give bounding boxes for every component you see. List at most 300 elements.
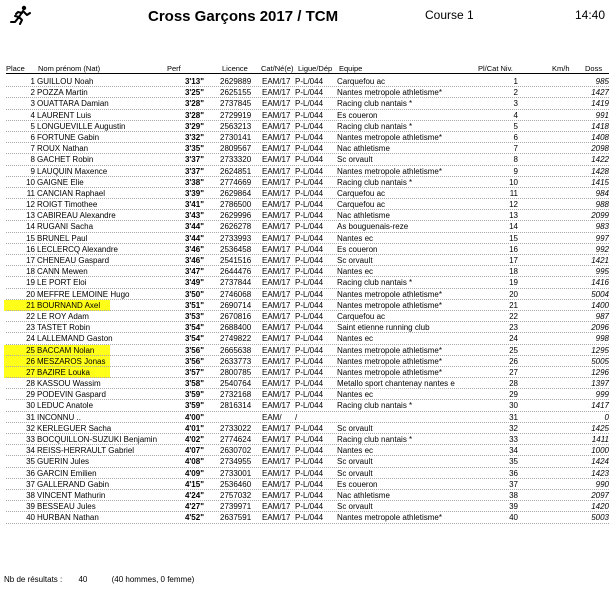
club-cell: Nantes metropole athletisme* [337, 88, 442, 98]
club-cell: Nac athletisme [337, 144, 390, 154]
category-cell: EAM/17 [262, 132, 291, 142]
perf-cell: 3'49" [184, 278, 204, 288]
results-breakdown: (40 hommes, 0 femme) [111, 575, 195, 584]
ligue-cell: P-L/044 [295, 132, 324, 142]
name-cell: TASTET Robin [37, 323, 91, 333]
place-cell: 1 [30, 77, 35, 86]
licence-cell: 2757032 [220, 490, 252, 500]
perf-cell: 3'44" [184, 222, 204, 232]
name-cell: INCONNU .. [37, 412, 81, 422]
club-cell: Racing club nantais * [337, 99, 413, 109]
place-cell: 15 [26, 233, 35, 243]
dossard-cell: 5004 [591, 289, 609, 299]
perf-cell: 3'37" [184, 166, 204, 176]
licence-cell: 2729919 [220, 110, 252, 120]
name-cell: BESSEAU Jules [37, 502, 96, 512]
name-cell: LAUQUIN Maxence [37, 166, 108, 176]
pl-cat-cell: 17 [509, 256, 518, 265]
category-cell: EAM/17 [262, 155, 291, 165]
category-cell: EAM/17 [262, 166, 291, 176]
perf-cell: 3'46" [184, 244, 204, 254]
name-cell: RUGANI Sacha [37, 222, 94, 232]
pl-cat-cell: 10 [509, 177, 518, 187]
club-cell: Nantes metropole athletisme* [337, 367, 442, 377]
perf-cell: 4'08" [184, 457, 204, 467]
perf-cell: 4'07" [184, 446, 204, 456]
ligue-cell: P-L/044 [295, 200, 324, 210]
name-cell: CHENEAU Gaspard [37, 256, 110, 265]
ligue-cell: P-L/044 [295, 211, 324, 221]
ligue-cell: P-L/044 [295, 233, 324, 243]
dossard-cell: 1000 [591, 446, 609, 456]
table-row [6, 468, 609, 479]
table-row [6, 221, 609, 232]
place-cell: 11 [26, 188, 35, 198]
perf-cell: 3'44" [184, 233, 204, 243]
course-label: Course 1 [425, 8, 474, 22]
category-cell: EAM/17 [262, 88, 291, 98]
table-row [6, 423, 609, 434]
perf-cell: 3'39" [184, 188, 204, 198]
perf-cell: 3'28" [184, 99, 204, 109]
place-cell: 40 [26, 513, 35, 523]
header-divider [6, 73, 609, 74]
ligue-cell: P-L/044 [295, 278, 324, 288]
licence-cell: 2809567 [220, 144, 252, 154]
club-cell: Saint etienne running club [337, 323, 430, 333]
table-row [6, 434, 609, 445]
licence-cell: 2536460 [220, 479, 252, 489]
licence-cell: 2626278 [220, 222, 252, 232]
perf-cell: 3'43" [184, 211, 204, 221]
place-cell: 12 [26, 200, 35, 210]
perf-cell: 4'52" [184, 513, 204, 523]
table-row [6, 345, 609, 356]
name-cell: CANN Mewen [37, 267, 88, 277]
results-footer [4, 575, 194, 584]
club-cell: Sc orvault [337, 155, 373, 165]
pl-cat-cell: 30 [509, 401, 518, 411]
pl-cat-cell: 36 [509, 468, 518, 478]
dossard-cell: 1397 [591, 379, 609, 389]
dossard-cell: 2096 [591, 323, 609, 333]
pl-cat-cell: 29 [509, 390, 518, 400]
dossard-cell: 1423 [591, 468, 609, 478]
perf-cell: 3'35" [184, 144, 204, 154]
pl-cat-cell: 33 [509, 435, 518, 444]
dossard-cell: 990 [595, 479, 609, 489]
table-row [6, 333, 609, 344]
pl-cat-cell: 3 [513, 99, 518, 109]
name-cell: BAZIRE Louka [37, 367, 90, 377]
name-cell: LE PORT Eloi [37, 278, 87, 288]
category-cell: EAM/17 [262, 367, 291, 377]
dossard-cell: 992 [595, 244, 609, 254]
table-row [6, 233, 609, 244]
table-row [6, 456, 609, 467]
table-row [6, 412, 609, 423]
category-cell: EAM/17 [262, 233, 291, 243]
table-row [6, 244, 609, 255]
perf-cell: 3'54" [184, 323, 204, 333]
dossard-cell: 1425 [591, 423, 609, 433]
name-cell: ROIGT Timothee [37, 200, 98, 210]
licence-cell: 2739971 [220, 502, 252, 512]
place-cell: 38 [26, 490, 35, 500]
perf-cell: 3'54" [184, 334, 204, 344]
results-count: 40 [78, 575, 88, 584]
dossard-cell: 2097 [591, 490, 609, 500]
pl-cat-cell: 7 [513, 144, 518, 154]
table-row [6, 98, 609, 109]
ligue-cell: P-L/044 [295, 300, 324, 310]
licence-cell: 2786500 [220, 200, 252, 210]
club-cell: Sc orvault [337, 468, 373, 478]
dossard-cell: 1420 [591, 502, 609, 512]
licence-cell: 2633773 [220, 356, 252, 366]
category-cell: EAM/17 [262, 401, 291, 411]
perf-cell: 3'59" [184, 401, 204, 411]
licence-cell: 2624851 [220, 166, 252, 176]
table-row [6, 199, 609, 210]
place-cell: 31 [26, 412, 35, 422]
dossard-cell: 1400 [591, 300, 609, 310]
pl-cat-cell: 35 [509, 457, 518, 467]
club-cell: Carquefou ac [337, 188, 386, 198]
name-cell: GUILLOU Noah [37, 77, 94, 86]
name-cell: MESZAROS Jonas [37, 356, 106, 366]
licence-cell: 2737845 [220, 99, 252, 109]
pl-cat-cell: 2 [513, 88, 518, 98]
licence-cell: 2733001 [220, 468, 252, 478]
ligue-cell: P-L/044 [295, 435, 324, 444]
category-cell: EAM/17 [262, 121, 291, 131]
licence-cell: 2774624 [220, 435, 252, 444]
category-cell: EAM/17 [262, 356, 291, 366]
club-cell: Es coueron [337, 479, 378, 489]
place-cell: 20 [26, 289, 35, 299]
perf-cell: 3'59" [184, 390, 204, 400]
place-cell: 25 [26, 345, 35, 355]
dossard-cell: 983 [595, 222, 609, 232]
ligue-cell: P-L/044 [295, 379, 324, 389]
pl-cat-cell: 19 [509, 278, 518, 288]
club-cell: Sc orvault [337, 457, 373, 467]
place-cell: 17 [26, 256, 35, 265]
ligue-cell: P-L/044 [295, 479, 324, 489]
table-row [6, 378, 609, 389]
name-cell: LAURENT Luis [37, 110, 92, 120]
table-row [6, 367, 609, 378]
table-row [6, 87, 609, 98]
place-cell: 3 [30, 99, 35, 109]
club-cell: Nantes ec [337, 390, 374, 400]
perf-cell: 4'00" [184, 412, 204, 422]
place-cell: 30 [26, 401, 35, 411]
col-header-cat: Cat/Né(e) [261, 64, 294, 73]
table-row [6, 300, 609, 311]
licence-cell: 2630702 [220, 446, 252, 456]
pl-cat-cell: 38 [509, 490, 518, 500]
pl-cat-cell: 9 [513, 166, 518, 176]
ligue-cell: P-L/044 [295, 502, 324, 512]
col-header-name: Nom prénom (Nat) [38, 64, 101, 73]
club-cell: Es coueron [337, 110, 378, 120]
dossard-cell: 985 [595, 77, 609, 86]
club-cell: As bouguenais-reze [337, 222, 409, 232]
licence-cell: 2774669 [220, 177, 252, 187]
licence-cell: 2816314 [220, 401, 252, 411]
ligue-cell: P-L/044 [295, 155, 324, 165]
pl-cat-cell: 20 [509, 289, 518, 299]
category-cell: EAM/17 [262, 289, 291, 299]
place-cell: 33 [26, 435, 35, 444]
ligue-cell: P-L/044 [295, 177, 324, 187]
pl-cat-cell: 37 [509, 479, 518, 489]
table-row [6, 121, 609, 132]
ligue-cell: P-L/044 [295, 345, 324, 355]
place-cell: 27 [26, 367, 35, 377]
licence-cell: 2730141 [220, 132, 252, 142]
pl-cat-cell: 18 [509, 267, 518, 277]
club-cell: Nantes metropole athletisme* [337, 289, 442, 299]
licence-cell: 2536458 [220, 244, 252, 254]
licence-cell: 2540764 [220, 379, 252, 389]
table-row [6, 277, 609, 288]
category-cell: EAM/17 [262, 300, 291, 310]
place-cell: 37 [26, 479, 35, 489]
perf-cell: 3'58" [184, 379, 204, 389]
pl-cat-cell: 11 [509, 188, 518, 198]
perf-cell: 4'27" [184, 502, 204, 512]
category-cell: EAM/17 [262, 144, 291, 154]
col-header-club: Equipe [339, 64, 363, 73]
pl-cat-cell: 15 [509, 233, 518, 243]
col-header-pl-cat: Pl/Cat Niv. [478, 64, 513, 73]
perf-cell: 3'56" [184, 345, 204, 355]
licence-cell: 2737844 [220, 278, 252, 288]
ligue-cell: / [295, 412, 298, 422]
dossard-cell: 991 [595, 110, 609, 120]
place-cell: 14 [26, 222, 35, 232]
licence-cell: 2541516 [220, 256, 252, 265]
perf-cell: 4'02" [184, 435, 204, 444]
name-cell: KASSOU Wassim [37, 379, 101, 389]
club-cell: Nantes ec [337, 446, 374, 456]
club-cell: Nantes metropole athletisme* [337, 132, 442, 142]
pl-cat-cell: 16 [509, 244, 518, 254]
dossard-cell: 1421 [591, 256, 609, 265]
pl-cat-cell: 39 [509, 502, 518, 512]
place-cell: 32 [26, 423, 35, 433]
category-cell: EAM/17 [262, 390, 291, 400]
category-cell: EAM/17 [262, 502, 291, 512]
club-cell: Racing club nantais * [337, 177, 413, 187]
category-cell: EAM/17 [262, 513, 291, 523]
perf-cell: 3'28" [184, 110, 204, 120]
licence-cell: 2733320 [220, 155, 252, 165]
category-cell: EAM/17 [262, 278, 291, 288]
dossard-cell: 997 [595, 233, 609, 243]
perf-cell: 4'01" [184, 423, 204, 433]
pl-cat-cell: 22 [509, 311, 518, 321]
place-cell: 39 [26, 502, 35, 512]
perf-cell: 3'53" [184, 311, 204, 321]
category-cell: EAM/17 [262, 99, 291, 109]
table-row [6, 479, 609, 490]
table-row [6, 76, 609, 87]
licence-cell: 2800785 [220, 367, 252, 377]
pl-cat-cell: 24 [509, 334, 518, 344]
place-cell: 18 [26, 267, 35, 277]
category-cell: EAM/17 [262, 379, 291, 389]
pl-cat-cell: 31 [509, 412, 518, 422]
pl-cat-cell: 26 [509, 356, 518, 366]
ligue-cell: P-L/044 [295, 446, 324, 456]
place-cell: 26 [26, 356, 35, 366]
ligue-cell: P-L/044 [295, 88, 324, 98]
club-cell: Metallo sport chantenay nantes e [337, 379, 455, 389]
runner-icon [9, 5, 33, 25]
category-cell: EAM/17 [262, 423, 291, 433]
ligue-cell: P-L/044 [295, 323, 324, 333]
ligue-cell: P-L/044 [295, 99, 324, 109]
category-cell: EAM/17 [262, 479, 291, 489]
results-count-label: Nb de résultats : [4, 575, 63, 584]
name-cell: VINCENT Mathurin [37, 490, 106, 500]
table-row [6, 188, 609, 199]
licence-cell: 2734955 [220, 457, 252, 467]
place-cell: 9 [30, 166, 35, 176]
ligue-cell: P-L/044 [295, 188, 324, 198]
place-cell: 8 [30, 155, 35, 165]
dossard-cell: 1408 [591, 132, 609, 142]
dossard-cell: 1424 [591, 457, 609, 467]
dossard-cell: 1416 [591, 278, 609, 288]
dossard-cell: 1411 [591, 435, 609, 444]
perf-cell: 3'37" [184, 155, 204, 165]
club-cell: Nac athletisme [337, 211, 390, 221]
place-cell: 22 [26, 311, 35, 321]
place-cell: 6 [30, 132, 35, 142]
col-header-licence: Licence [222, 64, 248, 73]
ligue-cell: P-L/044 [295, 110, 324, 120]
licence-cell: 2563213 [220, 121, 252, 131]
time-label: 14:40 [575, 8, 606, 22]
name-cell: GAIGNE Elie [37, 177, 84, 187]
ligue-cell: P-L/044 [295, 256, 324, 265]
place-cell: 7 [30, 144, 35, 154]
col-header-doss: Doss [585, 64, 603, 73]
dossard-cell: 1419 [591, 99, 609, 109]
perf-cell: 3'51" [184, 300, 204, 310]
col-header-perf: Perf [167, 64, 181, 73]
table-row [6, 166, 609, 177]
name-cell: GACHET Robin [37, 155, 94, 165]
category-cell: EAM/17 [262, 267, 291, 277]
category-cell: EAM/17 [262, 435, 291, 444]
pl-cat-cell: 25 [509, 345, 518, 355]
table-row [6, 289, 609, 300]
table-row [6, 356, 609, 367]
place-cell: 23 [26, 323, 35, 333]
perf-cell: 3'46" [184, 256, 204, 265]
licence-cell: 2690714 [220, 300, 252, 310]
dossard-cell: 1427 [591, 88, 609, 98]
place-cell: 29 [26, 390, 35, 400]
perf-cell: 3'47" [184, 267, 204, 277]
perf-cell: 3'57" [184, 367, 204, 377]
category-cell: EAM/ [262, 412, 282, 422]
licence-cell: 2733022 [220, 423, 252, 433]
ligue-cell: P-L/044 [295, 222, 324, 232]
licence-cell: 2688400 [220, 323, 252, 333]
dossard-cell: 5005 [591, 356, 609, 366]
ligue-cell: P-L/044 [295, 356, 324, 366]
table-row [6, 143, 609, 154]
club-cell: Racing club nantais * [337, 401, 413, 411]
place-cell: 10 [26, 177, 35, 187]
licence-cell: 2732168 [220, 390, 252, 400]
ligue-cell: P-L/044 [295, 289, 324, 299]
pl-cat-cell: 5 [513, 121, 518, 131]
ligue-cell: P-L/044 [295, 267, 324, 277]
table-row [6, 177, 609, 188]
licence-cell: 2629864 [220, 188, 252, 198]
category-cell: EAM/17 [262, 244, 291, 254]
place-cell: 16 [26, 244, 35, 254]
table-row [6, 255, 609, 266]
ligue-cell: P-L/044 [295, 490, 324, 500]
club-cell: Nantes ec [337, 233, 374, 243]
place-cell: 35 [26, 457, 35, 467]
col-header-place: Place [6, 64, 25, 73]
category-cell: EAM/17 [262, 490, 291, 500]
ligue-cell: P-L/044 [295, 401, 324, 411]
ligue-cell: P-L/044 [295, 457, 324, 467]
club-cell: Sc orvault [337, 256, 373, 265]
pl-cat-cell: 21 [509, 300, 518, 310]
pl-cat-cell: 40 [509, 513, 518, 523]
name-cell: LALLEMAND Gaston [37, 334, 113, 344]
pl-cat-cell: 23 [509, 323, 518, 333]
table-row [6, 132, 609, 143]
results-table [6, 76, 609, 524]
club-cell: Racing club nantais * [337, 121, 413, 131]
table-row [6, 210, 609, 221]
category-cell: EAM/17 [262, 311, 291, 321]
ligue-cell: P-L/044 [295, 367, 324, 377]
dossard-cell: 987 [595, 311, 609, 321]
table-row [6, 445, 609, 456]
pl-cat-cell: 12 [509, 200, 518, 210]
ligue-cell: P-L/044 [295, 390, 324, 400]
category-cell: EAM/17 [262, 77, 291, 86]
licence-cell: 2746068 [220, 289, 252, 299]
category-cell: EAM/17 [262, 211, 291, 221]
licence-cell: 2665638 [220, 345, 252, 355]
perf-cell: 4'09" [184, 468, 204, 478]
perf-cell: 4'24" [184, 490, 204, 500]
club-cell: Carquefou ac [337, 77, 386, 86]
licence-cell: 2733993 [220, 233, 252, 243]
perf-cell: 4'15" [184, 479, 204, 489]
licence-cell: 2749822 [220, 334, 252, 344]
perf-cell: 3'56" [184, 356, 204, 366]
club-cell: Nantes metropole athletisme* [337, 300, 442, 310]
name-cell: CANCIAN Raphael [37, 188, 106, 198]
place-cell: 2 [30, 88, 35, 98]
